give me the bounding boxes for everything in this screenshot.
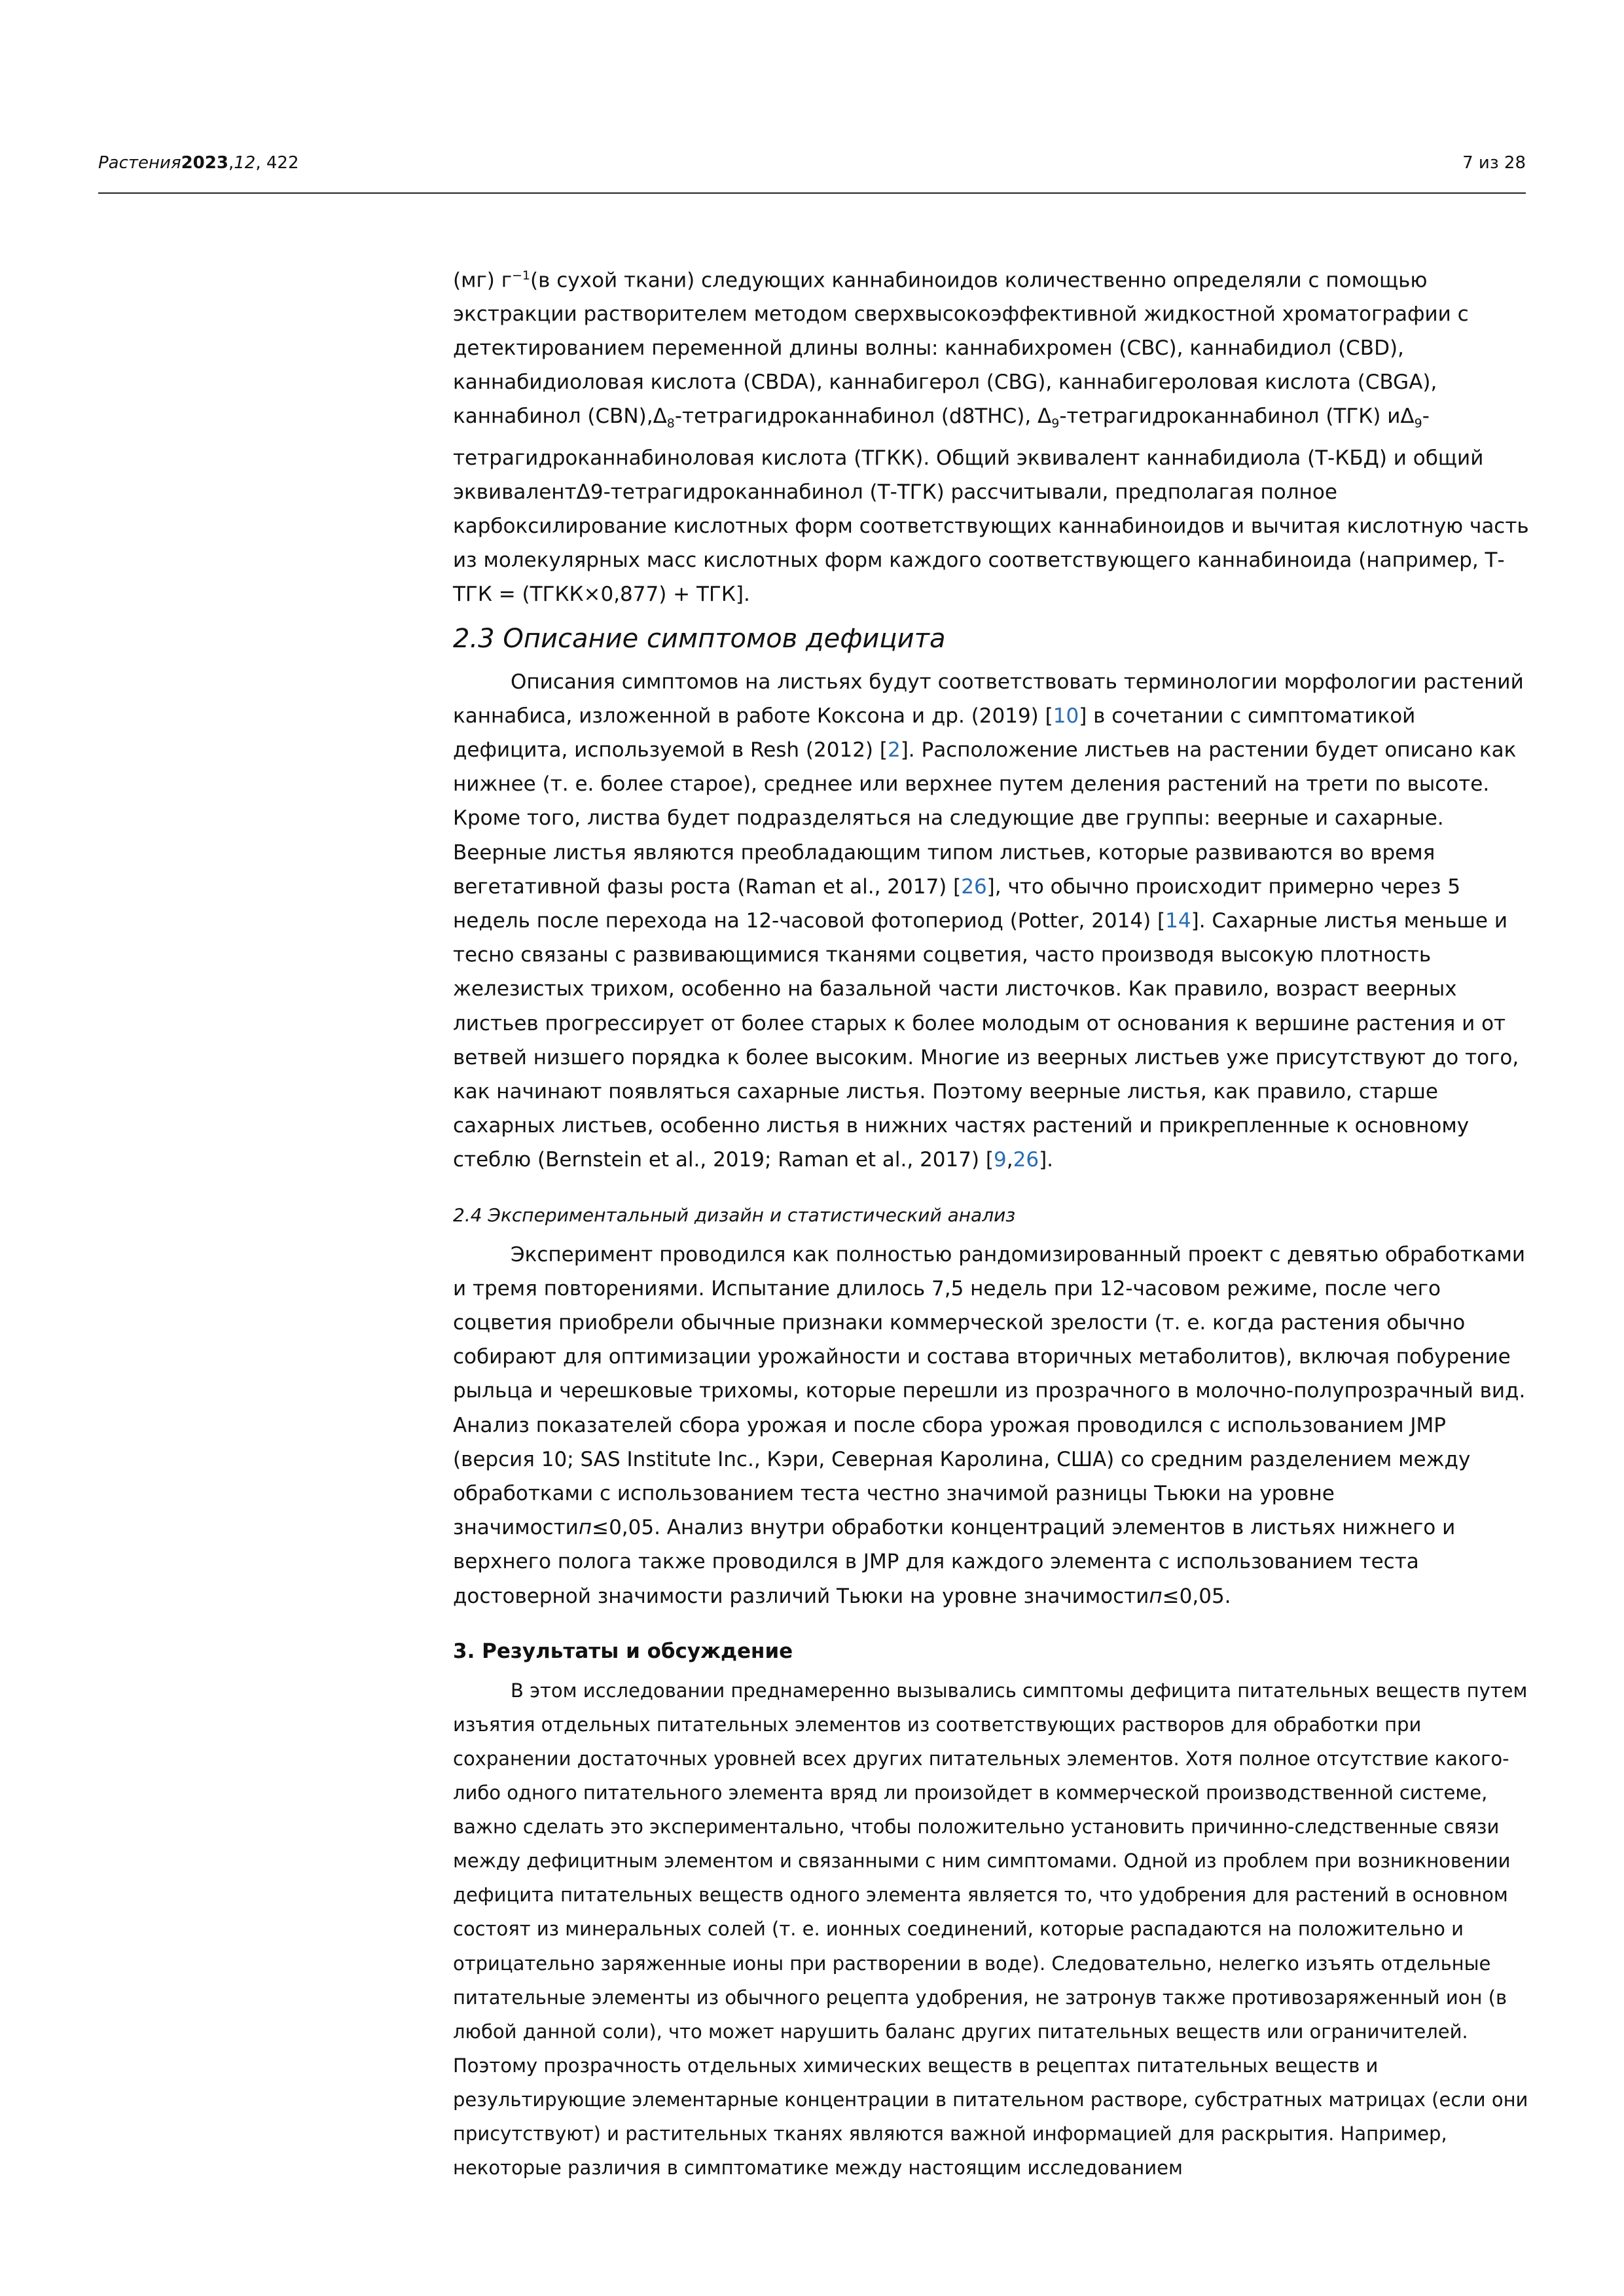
journal-citation: Растения2023,12, 422 — [98, 153, 299, 173]
citation-link[interactable]: 26 — [961, 874, 987, 899]
deficiency-description-paragraph: Описания симптомов на листьях будут соответствовать терминологии морфологии растений каннабиса, изложенной в работе Коксона и др. (2019) [10] в сочетании с симптоматикой дефицита, используемой в Resh (2012) [2]. Расположение листьев на растении будет описано как нижнее (т. е. более старое), среднее или верхнее путем деления растений на трети по высоте. Кроме того, листва будет подразделяться на следующие две группы: веерные и сахарные. Веерные листья являются преобладающим типом листьев, которые развиваются во время вегетативной фазы роста (Raman et al., 2017) [26], что обычно происходит примерно через 5 недель после перехода на 12-часовой фотопериод (Potter, 2014) [14]. Сахарные листья меньше и тесно связаны с развивающимися тканями соцветия, часто производя высокую плотность железистых трихом, особенно на базальной части листочков. Как правило, возраст веерных листьев прогрессирует от более старых к более молодым от основания к вершине растения и от ветвей низшего порядка к более высоким. Многие из веерных листьев уже присутствуют до того, как начинают появляться сахарные листья. Поэтому веерные листья, как правило, старше сахарных листьев, особенно листья в нижних частях растений и прикрепленные к основному стеблю (Bernstein et al., 2019; Raman et al., 2017) [9,26]. — [453, 670, 1524, 1172]
journal-year: 2023 — [181, 153, 228, 173]
citation-link[interactable]: 14 — [1165, 908, 1191, 933]
citation-link[interactable]: 26 — [1013, 1148, 1039, 1172]
journal-name: Растения — [98, 153, 181, 173]
journal-volume: 12 — [234, 153, 256, 173]
section-heading-3: 3. Результаты и обсуждение — [453, 1639, 793, 1663]
journal-pages: , 422 — [255, 153, 299, 173]
page-header — [98, 153, 1526, 194]
section-heading-2-3: 2.3 Описание симптомов дефицита — [453, 623, 946, 654]
article-body — [453, 259, 1533, 2185]
results-paragraph: В этом исследовании преднамеренно вызывались симптомы дефицита питательных веществ путем изъятия отдельных питательных элементов из соответствующих растворов для обработки при сохранении достаточных уровней всех других питательных элементов. Хотя полное отсутствие какого-либо одного питательного элемента вряд ли произойдет в коммерческой производственной системе, важно сделать это экспериментально, чтобы положительно установить причинно-следственные связи между дефицитным элементом и связанными с ним симптомами. Одной из проблем при возникновении дефицита питательных веществ одного элемента является то, что удобрения для растений в основном состоят из минеральных солей (т. е. ионных соединений, которые распадаются на положительно и отрицательно заряженные ионы при растворении в воде). Следовательно, нелегко изъять отдельные питательные элементы из обычного рецепта удобрения, не затронув также противозаряженный ион (в любой данной соли), что может нарушить баланс других питательных веществ или ограничителей. Поэтому прозрачность отдельных химических веществ в рецептах питательных веществ и результирующие элементарные концентрации в питательном растворе, субстратных матрицах (если они присутствуют) и растительных тканях являются важной информацией для раскрытия. Например, некоторые различия в симптоматике между настоящим исследованием — [453, 1679, 1528, 2179]
citation-link[interactable]: 2 — [887, 738, 901, 762]
section-heading-2-4: 2.4 Экспериментальный дизайн и статистический анализ — [453, 1204, 1016, 1226]
citation-link[interactable]: 10 — [1053, 704, 1079, 728]
cannabinoid-paragraph: (мг) $г^{-1}(в$ сухой ткани) следующих каннабиноидов количественно определяли с помощью экстракции растворителем методом сверхвысокоэффективной жидкостной хроматографии с детектированием переменной длины волны: каннабихромен (CBC), каннабидиол (CBD), каннабидиоловая кислота (CBDA), каннабигерол (CBG), каннабигероловая кислота (CBGA), каннабинол $(CBN),\Delta_8$-тетрагидроканнабинол (d8THC), $\Delta_9$-тетрагидроканнабинол (ТГК) $и\Delta_9$-тетрагидроканнабиноловая кислота (ТГКК). Общий эквивалент каннабидиола (Т-КБД) и общий эквивалентΔ9-тетрагидроканнабинол (Т-ТГК) рассчитывали, предполагая полное карбоксилирование кислотных форм соответствующих каннабиноидов и вычитая кислотную часть из молекулярных масс кислотных форм каждого соответствующего каннабиноида (например, Т-ТГК = (ТГКК×0,877) + ТГК]. — [453, 268, 1529, 606]
experimental-design-paragraph: Эксперимент проводился как полностью рандомизированный проект с девятью обработками и тремя повторениями. Испытание длилось 7,5 недель при 12-часовом режиме, после чего соцветия приобрели обычные признаки коммерческой зрелости (т. е. когда растения обычно собирают для оптимизации урожайности и состава вторичных метаболитов), включая побурение рыльца и черешковые трихомы, которые перешли из прозрачного в молочно-полупрозрачный вид. Анализ показателей сбора урожая и после сбора урожая проводился с использованием JMP (версия 10; SAS Institute Inc., Кэри, Северная Каролина, США) со средним разделением между обработками с использованием теста честно значимой разницы Тьюки на уровне значимостип≤0,05. Анализ внутри обработки концентраций элементов в листьях нижнего и верхнего полога также проводился в JMP для каждого элемента с использованием теста достоверной значимости различий Тьюки на уровне значимостип≤0,05. — [453, 1242, 1526, 1608]
citation-link[interactable]: 9 — [994, 1148, 1007, 1172]
page-number: 7 из 28 — [1462, 153, 1526, 173]
